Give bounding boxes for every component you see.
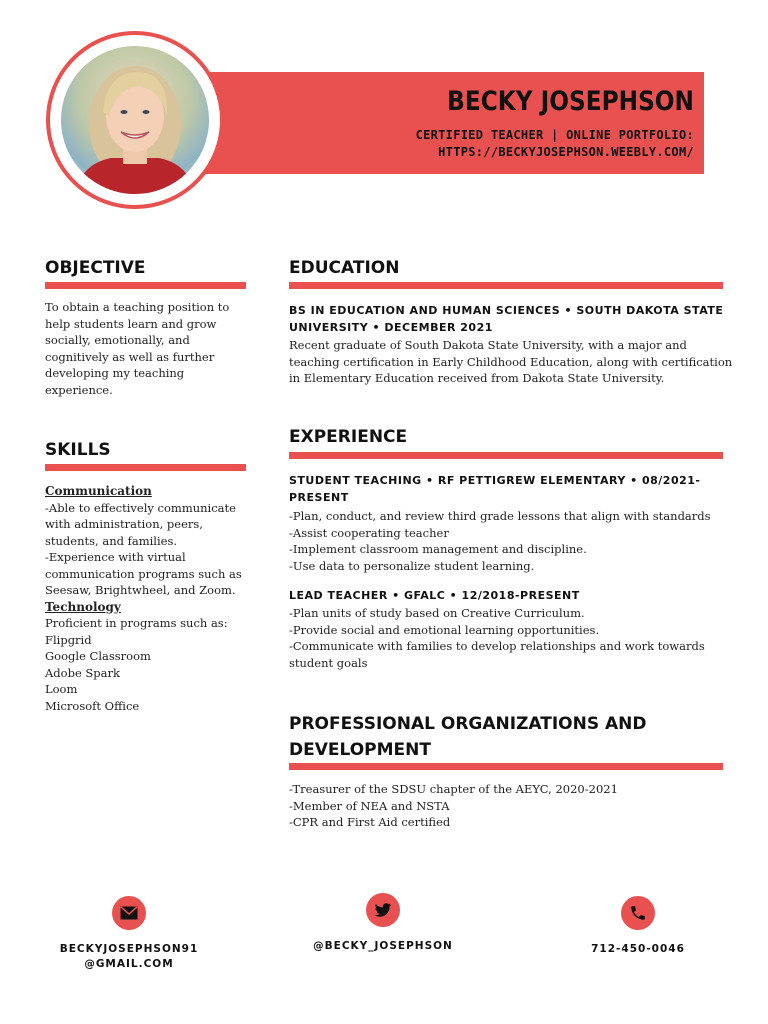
job-heading: LEAD TEACHER • GFALC • 12/2018-PRESENT [289, 589, 580, 602]
objective-text: To obtain a teaching position to help students learn and grow socially, emotionally, and cognitively as well as further developing my teaching experience. [45, 300, 230, 397]
portfolio-link[interactable]: HTTPS://BECKYJOSEPHSON.WEEBLY.COM/ [438, 145, 694, 159]
professional-divider [289, 763, 723, 770]
skill-communication-label: Communication [45, 484, 152, 498]
job-duties: -Plan, conduct, and review third grade lessons that align with standards -Assist cooperating teacher -Implement classroom management and discipline. -Use data to personalize student learning. [289, 509, 711, 573]
tagline [416, 127, 694, 161]
skills-divider [45, 464, 246, 471]
education-description: Recent graduate of South Dakota State University, with a major and teaching certification in Early Childhood Education, along with certification in Elementary Education received from Dakota State University. [289, 338, 733, 385]
profile-photo-frame [46, 31, 224, 209]
skills-text: Communication -Able to effectively communicate with administration, peers, students, and families. -Experience with virtual communication programs such as Seesaw, Brightwheel, and Zoom. Technology Proficient in programs such as: Flipgrid Google Classroom Adobe Spark Loom Microsoft Office [45, 484, 242, 713]
twitter-bird-icon [366, 893, 400, 927]
job-duties: -Plan units of study based on Creative Curriculum. -Provide social and emotional learning opportunities. -Communicate with families to develop relationships and work towards student goals [289, 606, 705, 670]
header-banner [195, 72, 704, 174]
contact-email[interactable] [39, 896, 219, 972]
profile-photo [61, 46, 209, 194]
professional-list: -Treasurer of the SDSU chapter of the AEYC, 2020-2021 -Member of NEA and NSTA -CPR and First Aid certified [289, 782, 618, 829]
objective-divider [45, 282, 246, 289]
education-divider [289, 282, 723, 289]
education-degree: BS IN EDUCATION AND HUMAN SCIENCES • SOUTH DAKOTA STATE UNIVERSITY • DECEMBER 2021 [289, 304, 724, 334]
professional-heading: PROFESSIONAL ORGANIZATIONS AND DEVELOPMENT [289, 714, 647, 760]
skills-heading: SKILLS [45, 440, 111, 460]
tagline-title: CERTIFIED TEACHER | ONLINE PORTFOLIO: [415, 128, 694, 142]
contact-twitter[interactable] [293, 893, 473, 954]
job-heading: STUDENT TEACHING • RF PETTIGREW ELEMENTARY • 08/2021- PRESENT [289, 474, 701, 504]
candidate-name: BECKY JOSEPHSON [447, 86, 694, 117]
envelope-icon [112, 896, 146, 930]
email-text: @GMAIL.COM [84, 958, 174, 970]
objective-heading: OBJECTIVE [45, 258, 146, 278]
experience-divider [289, 452, 723, 459]
skill-technology-label: Technology [45, 599, 121, 614]
contact-phone[interactable] [548, 896, 728, 957]
phone-number: 712-450-0046 [591, 943, 685, 955]
email-text: BECKYJOSEPHSON91 [59, 943, 199, 955]
twitter-handle: @BECKY_JOSEPHSON [313, 940, 453, 952]
education-heading: EDUCATION [289, 258, 400, 278]
experience-heading: EXPERIENCE [289, 427, 408, 447]
phone-icon [621, 896, 655, 930]
